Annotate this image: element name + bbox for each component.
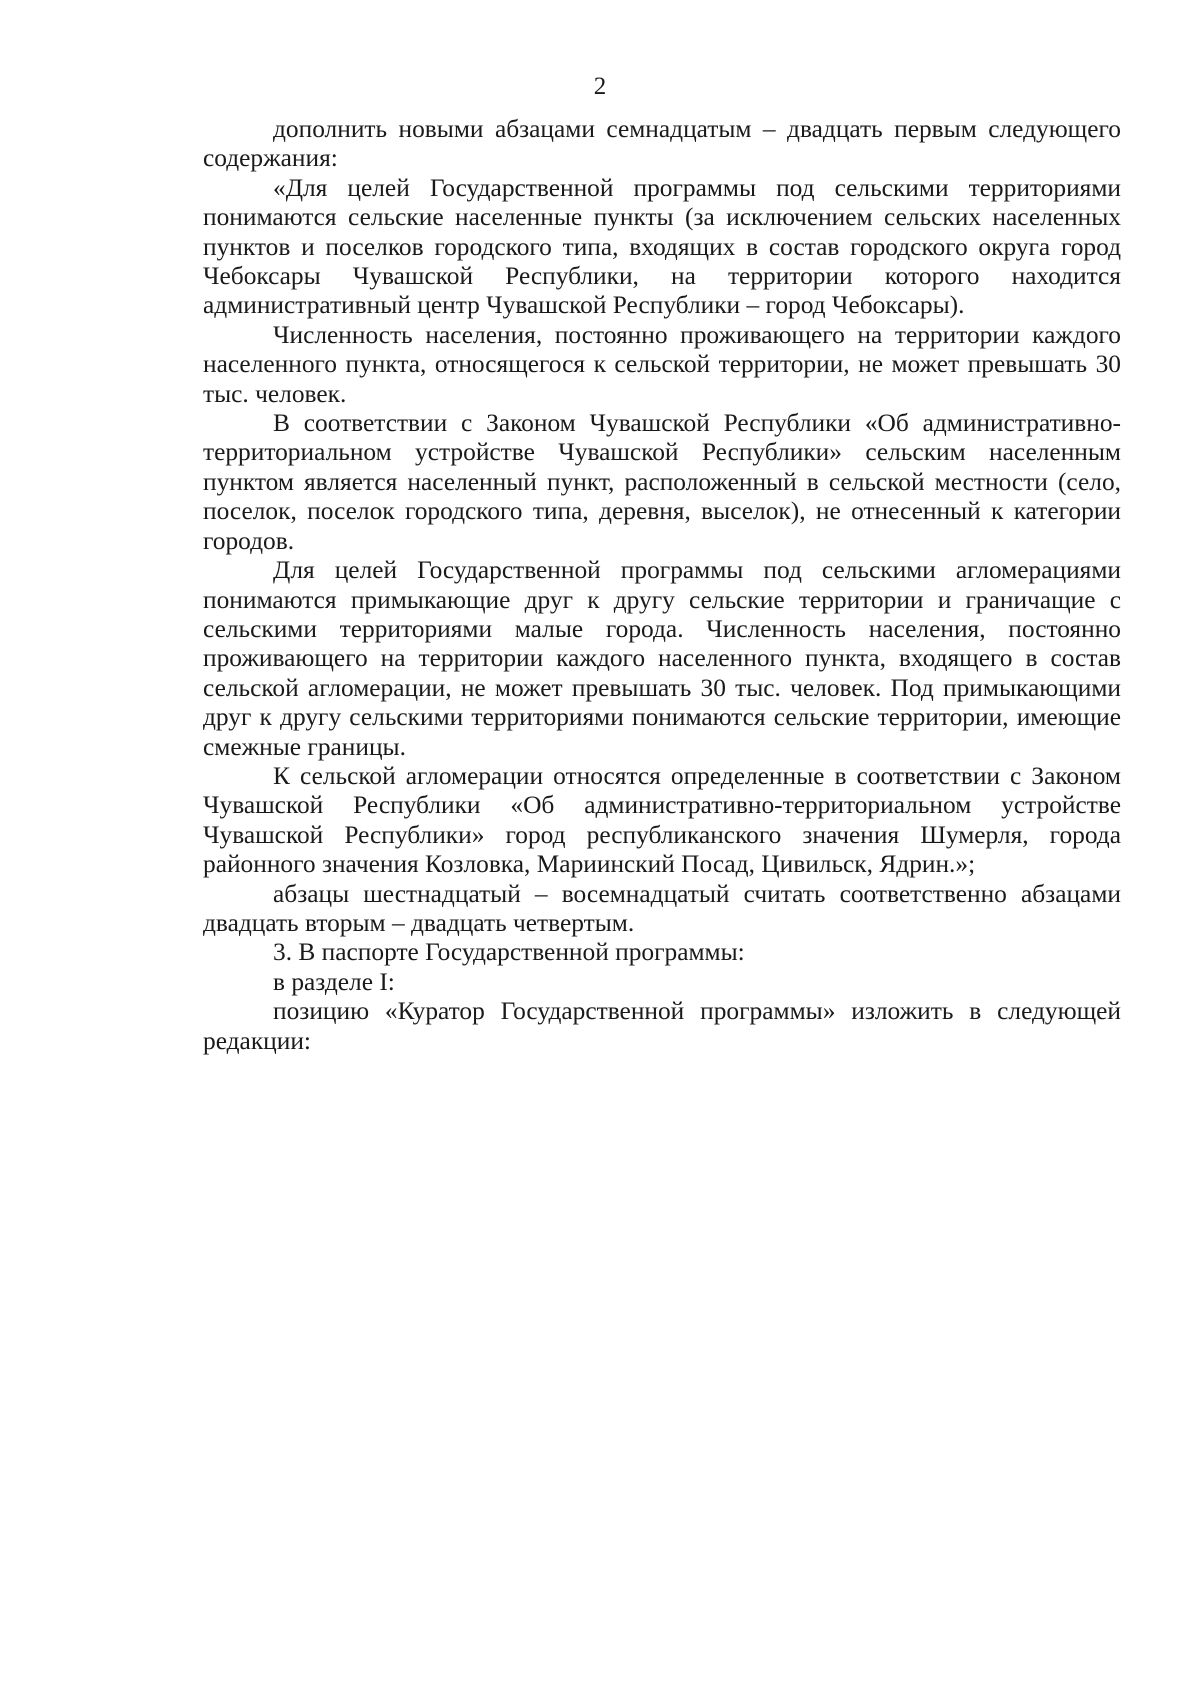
paragraph: дополнить новыми абзацами семнадцатым – двадцать первым следующего содержания: bbox=[203, 115, 1121, 173]
document-body bbox=[203, 115, 1121, 1056]
paragraph: Численность населения, постоянно проживающего на территории каждого населенного пункта, относящегося к сельской территории, не может превышать 30 тыс. человек. bbox=[203, 320, 1121, 408]
paragraph: «Для целей Государственной программы под сельскими территориями понимаются сельские населенные пункты (за исключением сельских населенных пунктов и поселков городского типа, входящих в состав городского округа город Чебоксары Чувашской Республики, на территории которого находится административный центр Чувашской Республики – город Чебоксары). bbox=[203, 173, 1121, 320]
page-number: 2 bbox=[593, 73, 607, 100]
paragraph: в разделе I: bbox=[273, 967, 395, 996]
paragraph: К сельской агломерации относятся определенные в соответствии с Законом Чувашской Республики «Об административно-территориальном устройстве Чувашской Республики» город республиканского значения Шумерля, города районного значения Козловка, Мариинский Посад, Цивильск, Ядрин.»; bbox=[203, 761, 1121, 879]
paragraph: 3. В паспорте Государственной программы: bbox=[273, 938, 745, 967]
paragraph: позицию «Куратор Государственной программы» изложить в следующей редакции: bbox=[203, 997, 1121, 1055]
paragraph: В соответствии с Законом Чувашской Республики «Об административно-территориальном устройстве Чувашской Республики» сельским населенным пунктом является населенный пункт, расположенный в сельской местности (село, поселок, поселок городского типа, деревня, выселок), не отнесенный к категории городов. bbox=[203, 409, 1121, 555]
paragraph: абзацы шестнадцатый – восемнадцатый считать соответственно абзацами двадцать вторым – двадцать четвертым. bbox=[203, 879, 1121, 937]
paragraph: Для целей Государственной программы под сельскими агломерациями понимаются примыкающие друг к другу сельские территории и граничащие с сельскими территориями малые города. Численность населения, постоянно проживающего на территории каждого населенного пункта, входящего в состав сельской агломерации, не может превышать 30 тыс. человек. Под примыкающими друг к другу сельскими территориями понимаются сельские территории, имеющие смежные границы. bbox=[203, 556, 1121, 761]
